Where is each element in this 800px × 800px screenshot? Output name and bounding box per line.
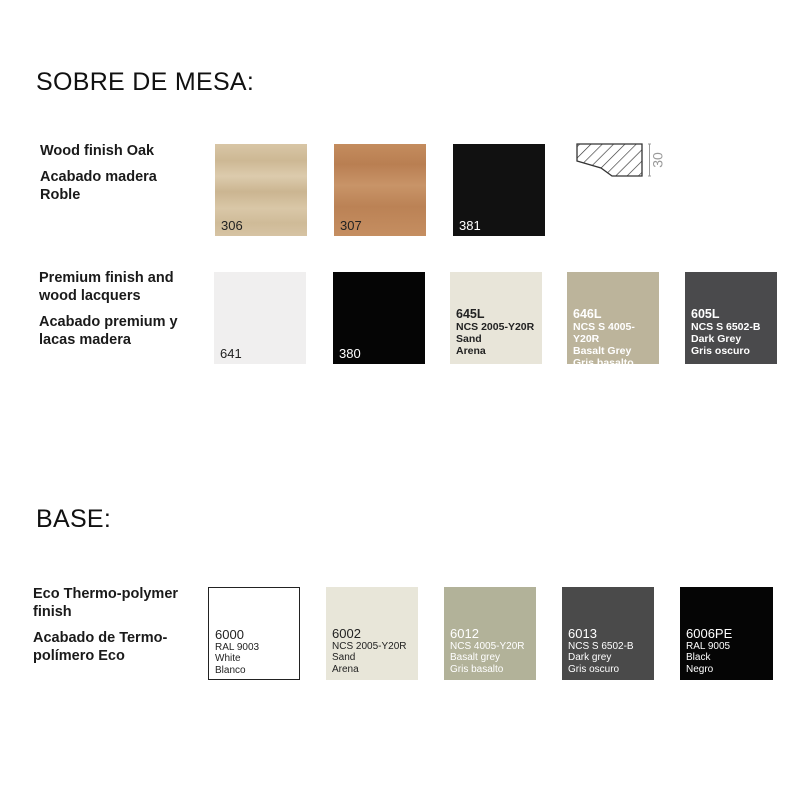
swatch-base-6000[interactable]: [208, 587, 300, 680]
swatch-name-en: Dark Grey: [691, 333, 742, 345]
wood-label-es-2: Roble: [40, 187, 81, 203]
base-label-es-2: polímero Eco: [33, 648, 125, 664]
swatch-name-en: Sand: [332, 652, 356, 663]
swatch-base-6006PE[interactable]: [680, 587, 773, 680]
swatch-name-es: Arena: [332, 663, 359, 675]
swatch-name-es: Blanco: [215, 664, 246, 676]
swatch-code: 605L: [691, 307, 720, 321]
swatch-name-en: Black: [686, 652, 711, 663]
swatch-code: 380: [339, 346, 361, 361]
swatch-base-6013[interactable]: [562, 587, 654, 680]
swatch-code: 6013: [568, 626, 597, 641]
swatch-name-es: Gris oscuro: [691, 345, 750, 357]
swatch-code: 646L: [573, 307, 602, 321]
swatch-name-es: Gris oscuro: [568, 663, 620, 675]
premium-label-es-2: lacas madera: [39, 332, 131, 348]
swatch-code: 6000: [215, 627, 244, 642]
swatch-code: 6006PE: [686, 626, 733, 641]
swatch-spec: RAL 9003: [215, 641, 260, 653]
swatch-code: 6012: [450, 626, 479, 641]
swatch-premium-605L[interactable]: [685, 272, 777, 364]
base-label-en-1: Eco Thermo-polymer: [33, 586, 179, 602]
swatch-ncs: NCS 2005-Y20R: [456, 321, 535, 333]
swatch-code: 306: [221, 218, 243, 233]
swatch-name-es: Gris basalto: [573, 357, 634, 369]
swatch-spec: RAL 9005: [686, 640, 731, 652]
swatch-name-en: Basalt Grey: [573, 345, 632, 357]
swatch-name-es: Gris basalto: [450, 663, 504, 675]
wood-label-en: Wood finish Oak: [40, 143, 155, 159]
swatch-premium-380[interactable]: [333, 272, 425, 364]
premium-label-en-2: wood lacquers: [39, 288, 141, 304]
swatch-wood-306[interactable]: [215, 144, 307, 236]
swatch-code: 641: [220, 346, 242, 361]
swatch-code: 307: [340, 218, 362, 233]
swatch-wood-307[interactable]: [334, 144, 426, 236]
swatch-name-en: Basalt grey: [450, 652, 501, 663]
swatch-premium-646L[interactable]: [567, 272, 659, 369]
swatch-ncs: NCS S 4005-Y20R: [573, 321, 635, 345]
swatch-spec: NCS 2005-Y20R: [332, 640, 407, 652]
swatch-code: 381: [459, 218, 481, 233]
swatch-base-6012[interactable]: [444, 587, 536, 680]
swatch-name-en: Dark grey: [568, 652, 612, 663]
swatch-code: 645L: [456, 307, 485, 321]
edge-profile-diagram: [572, 140, 672, 182]
swatch-name-es: Negro: [686, 663, 714, 675]
swatch-base-6002[interactable]: [326, 587, 418, 680]
base-label-en-2: finish: [33, 604, 72, 620]
swatch-spec: NCS 4005-Y20R: [450, 640, 525, 652]
swatch-wood-381[interactable]: [453, 144, 545, 236]
swatch-premium-641[interactable]: [214, 272, 306, 364]
swatch-name-en: Sand: [456, 333, 482, 345]
profile-dimension: 30: [649, 152, 666, 168]
premium-label-en-1: Premium finish and: [39, 270, 174, 286]
wood-label-es-1: Acabado madera: [40, 169, 157, 185]
swatch-spec: NCS S 6502-B: [568, 640, 634, 652]
premium-label-es-1: Acabado premium y: [39, 314, 178, 330]
swatch-ncs: NCS S 6502-B: [691, 321, 761, 333]
swatch-name-en: White: [215, 653, 241, 664]
base-label-es-1: Acabado de Termo-: [33, 630, 168, 646]
swatch-code: 6002: [332, 626, 361, 641]
swatch-premium-645L[interactable]: [450, 272, 542, 364]
swatch-name-es: Arena: [456, 345, 486, 357]
top-section-heading: SOBRE DE MESA:: [36, 68, 255, 96]
base-section-heading: BASE:: [36, 505, 112, 533]
